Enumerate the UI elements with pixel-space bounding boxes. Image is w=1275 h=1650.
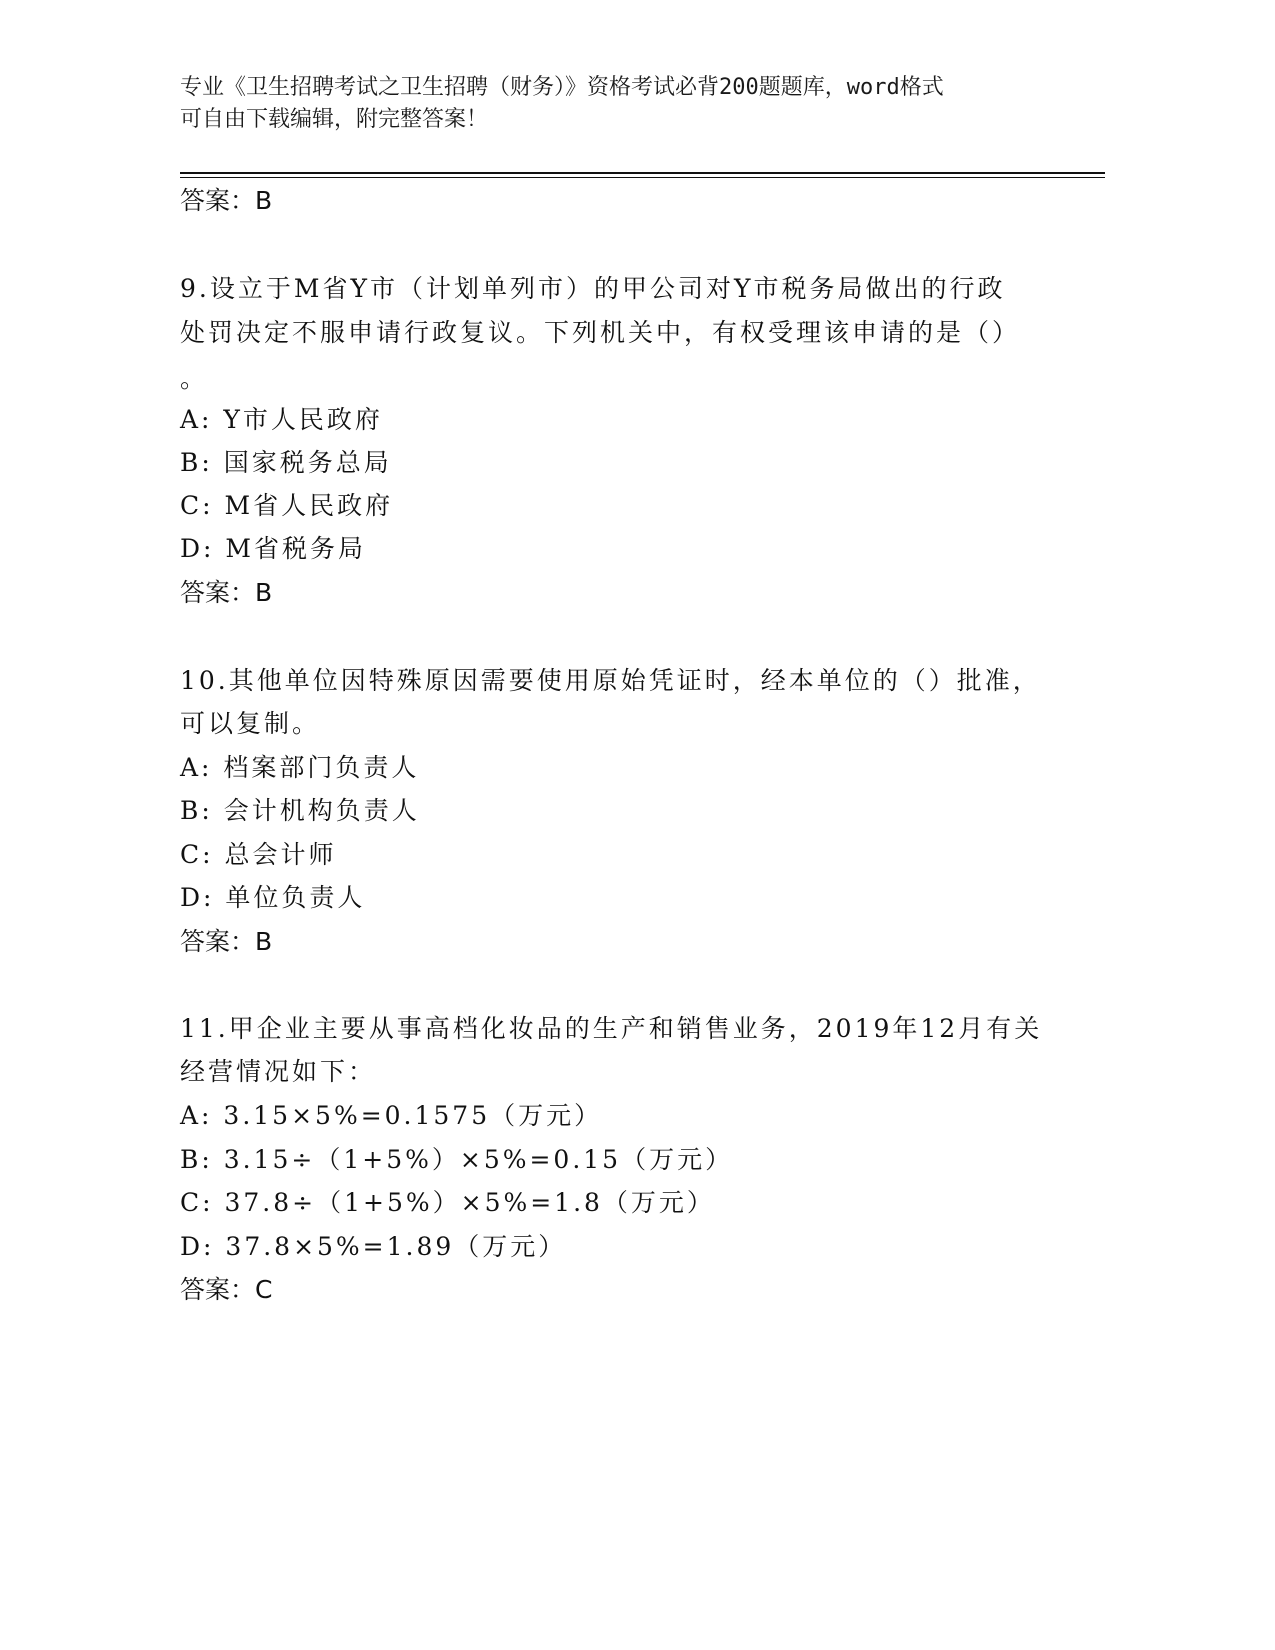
- option-d: D: 37.8×5%=1.89（万元）: [180, 1232, 567, 1261]
- answer-line: 答案：C: [180, 1275, 273, 1304]
- question-stem: 11.甲企业主要从事高档化妆品的生产和销售业务，2019年12月有关: [180, 1014, 1043, 1043]
- header-divider: [180, 177, 1105, 178]
- header-divider: [180, 172, 1105, 174]
- question-stem: 经营情况如下：: [180, 1057, 377, 1086]
- option-c: C: 37.8÷（1+5%）×5%=1.8（万元）: [180, 1188, 715, 1217]
- answer-line: 答案：B: [180, 186, 273, 215]
- option-c: C: 总会计师: [180, 840, 337, 869]
- option-a: A: 档案部门负责人: [180, 753, 420, 782]
- option-b: B: 3.15÷（1+5%）×5%=0.15（万元）: [180, 1145, 734, 1174]
- option-a: A: Y市人民政府: [180, 405, 383, 434]
- question-stem: 10.其他单位因特殊原因需要使用原始凭证时，经本单位的（）批准，: [180, 666, 1041, 695]
- question-stem: 。: [180, 364, 209, 393]
- option-a: A: 3.15×5%=0.1575（万元）: [180, 1101, 603, 1130]
- header-line: 可自由下载编辑，附完整答案！: [180, 107, 489, 132]
- option-d: D: 单位负责人: [180, 883, 366, 912]
- option-b: B: 会计机构负责人: [180, 796, 420, 825]
- question-stem: 处罚决定不服申请行政复议。下列机关中，有权受理该申请的是（）: [180, 318, 1021, 347]
- header-line: 专业《卫生招聘考试之卫生招聘（财务）》资格考试必背200题题库，word格式: [180, 75, 944, 100]
- option-c: C: M省人民政府: [180, 491, 394, 520]
- question-stem: 可以复制。: [180, 709, 321, 738]
- answer-line: 答案：B: [180, 927, 273, 956]
- option-d: D: M省税务局: [180, 534, 367, 563]
- answer-line: 答案：B: [180, 578, 273, 607]
- document-header: [180, 72, 1060, 136]
- option-b: B: 国家税务总局: [180, 448, 392, 477]
- question-stem: 9.设立于M省Y市（计划单列市）的甲公司对Y市税务局做出的行政: [180, 274, 1006, 303]
